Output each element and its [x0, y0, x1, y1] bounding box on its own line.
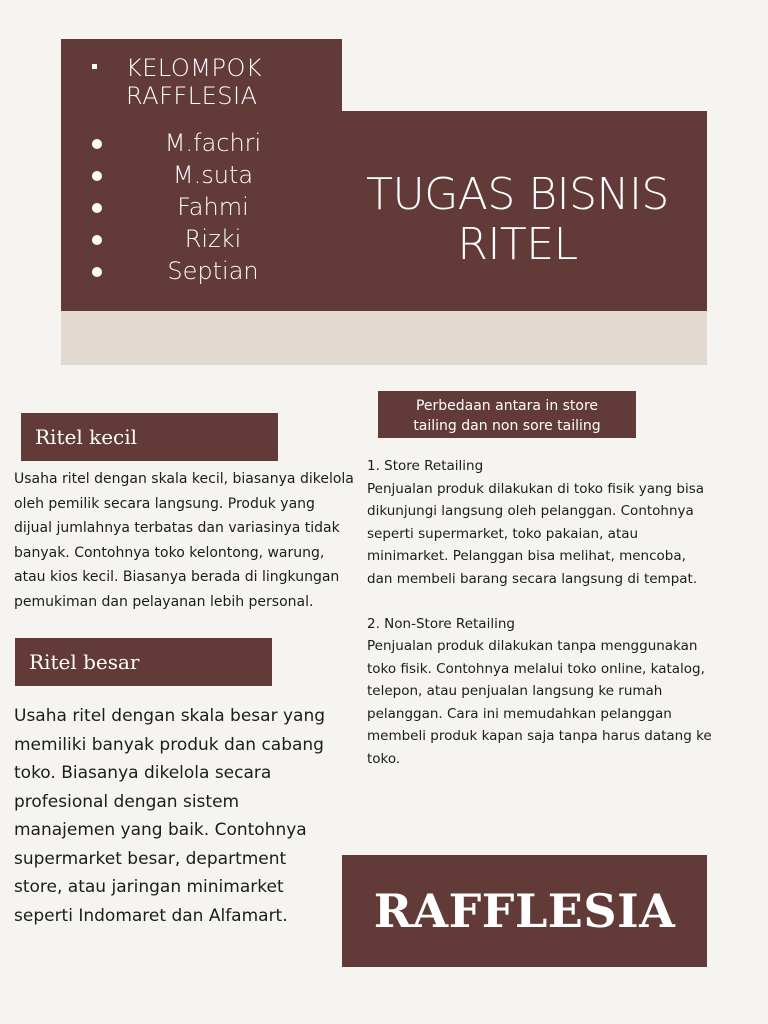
beige-strip: [61, 311, 707, 365]
paragraph-gap: [367, 590, 712, 613]
retailing-comparison: [367, 455, 712, 770]
member-name: Rizki: [184, 225, 242, 253]
store-retailing-title: 1. Store Retailing: [367, 458, 484, 474]
perbedaan-heading-line1: Perbedaan antara in store: [415, 398, 599, 414]
bullet-icon: [92, 171, 102, 181]
member-item: [80, 159, 340, 191]
member-name: Fahmi: [177, 193, 249, 221]
member-name: M.suta: [172, 161, 254, 189]
store-retailing-text: Penjualan produk dilakukan di toko fisik yang bisa dikunjungi langsung oleh pelanggan. Contohnya seperti supermarket, toko pakaian, atau minimarket. Pelanggan bisa melihat, mencoba, dan membeli barang secara langsung di tempat.: [367, 480, 705, 587]
member-name: Septian: [167, 257, 259, 285]
main-title: [345, 170, 690, 270]
nonstore-retailing-text: Penjualan produk dilakukan tanpa menggunakan toko fisik. Contohnya melalui toko online, katalog, telepon, atau penjualan langsung ke rumah pelanggan. Cara ini memudahkan pelanggan membeli produk kapan saja tanpa harus datang ke toko.: [367, 638, 712, 767]
ritel-besar-text: Usaha ritel dengan skala besar yang memiliki banyak produk dan cabang toko. Biasanya dikelola secara profesional dengan sistem manajemen yang baik. Contohnya supermarket besar, department store, atau jaringan minimarket seperti Indomaret dan Alfamart.: [14, 706, 326, 926]
group-title: [126, 54, 262, 110]
perbedaan-heading-box: [378, 391, 636, 438]
group-title-line1: KELOMPOK: [126, 54, 263, 82]
bullet-icon: [92, 267, 102, 277]
ritel-kecil-heading: Ritel kecil: [35, 425, 138, 449]
main-title-line2: RITEL: [457, 219, 578, 270]
perbedaan-heading-line2: tailing dan non sore tailing: [413, 418, 601, 434]
bullet-icon: [92, 235, 102, 245]
bullet-icon: [92, 203, 102, 213]
member-name: M.fachri: [164, 129, 262, 157]
member-list: [80, 127, 340, 287]
nonstore-retailing-title: 2. Non-Store Retailing: [367, 615, 515, 632]
ritel-besar-heading: Ritel besar: [29, 650, 140, 674]
perbedaan-heading: [378, 396, 636, 436]
member-item: [80, 191, 340, 223]
brand-box: [342, 855, 707, 967]
brand-name: RAFFLESIA: [373, 884, 676, 938]
main-title-line1: TUGAS BISNIS: [366, 169, 669, 220]
member-item: [80, 127, 340, 159]
group-bullet-icon: [92, 64, 97, 69]
bullet-icon: [92, 139, 102, 149]
ritel-kecil-heading-box: [21, 413, 278, 461]
ritel-besar-heading-box: [15, 638, 272, 686]
group-title-line2: RAFFLESIA: [126, 82, 258, 110]
member-item: [80, 255, 340, 287]
ritel-kecil-text: Usaha ritel dengan skala kecil, biasanya dikelola oleh pemilik secara langsung. Produk yang dijual jumlahnya terbatas dan variasinya tidak banyak. Contohnya toko kelontong, warung, atau kios kecil. Biasanya berada di lingkungan pemukiman dan pelayanan lebih personal.: [14, 471, 354, 610]
member-item: [80, 223, 340, 255]
